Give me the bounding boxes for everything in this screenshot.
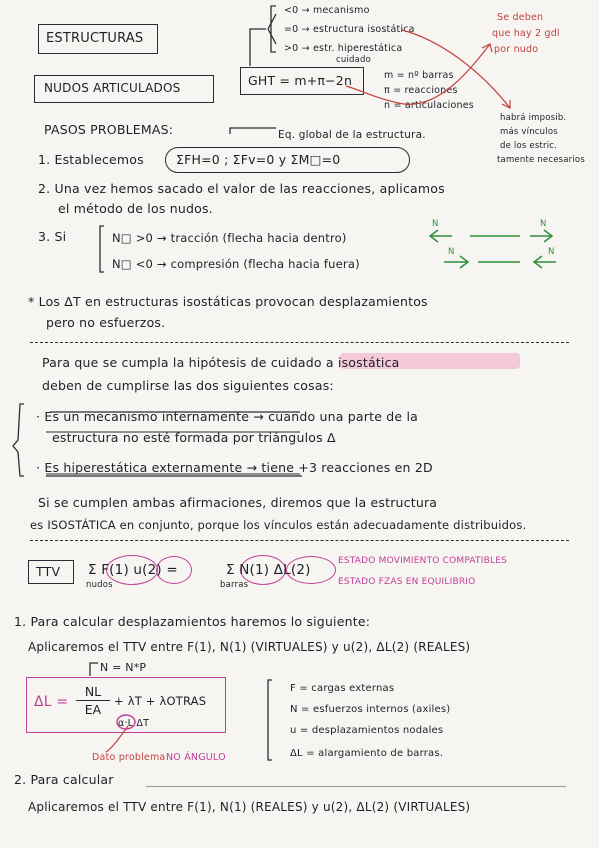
definition-joints: n = articulaciones xyxy=(384,100,474,111)
step-3-tension: N□ >0 → tracción (flecha hacia dentro) xyxy=(112,231,347,245)
thermal-term: α·L·ΔT xyxy=(118,718,150,729)
gh-formula: GHT = m+π−2n xyxy=(248,73,353,88)
step-3-prefix: 3. Si xyxy=(38,229,67,244)
red-note-1-line-3: por nudo xyxy=(494,44,539,55)
legend-displacements: u = desplazamientos nodales xyxy=(290,725,444,736)
red-note-1-line-1: Se deben xyxy=(497,12,544,23)
step-3-compression: N□ <0 → compresión (flecha hacia fuera) xyxy=(112,257,360,271)
calc-second: 2. Para calcular xyxy=(14,772,114,787)
conclusion-line-1: Si se cumplen ambas afirmaciones, diremos que la estructura xyxy=(38,495,438,510)
tension-arrow-label-right: N xyxy=(540,219,547,229)
ttv-formula-right: Σ N(1) ΔL(2) xyxy=(226,562,311,578)
legend-forces: F = cargas externas xyxy=(290,683,395,694)
definition-reactions: π = reacciones xyxy=(384,85,458,96)
mechanism-bullet-line-1: · Es un mecanismo internamente → cuando una parte de la xyxy=(36,409,418,424)
isostatic-intro-line-2: deben de cumplirse las dos siguientes cosas: xyxy=(42,378,334,393)
legend-elongation: ΔL = alargamiento de barras. xyxy=(290,748,444,759)
hyperstatic-bullet: · Es hiperestática externamente → tiene +3 reacciones en 2D xyxy=(36,460,433,475)
estado-movement: ESTADO MOVIMIENTO COMPATIBLES xyxy=(338,556,507,566)
cases-note: cuidado xyxy=(336,55,372,65)
ttv-label: TTV xyxy=(36,564,61,579)
ttv-formula-right-subscript: barras xyxy=(220,580,249,590)
no-angle-warning: NO ÁNGULO xyxy=(166,752,226,763)
equilibrium-equations: ΣFH=0 ; ΣFv=0 y ΣM□=0 xyxy=(176,152,341,167)
data-problem-warning: Dato problema xyxy=(92,752,166,763)
steps-heading: PASOS PROBLEMAS: xyxy=(44,122,174,137)
step-1: 1. Establecemos xyxy=(38,152,144,167)
legend-axial: N = esfuerzos internos (axiles) xyxy=(290,704,451,715)
note-2-line-2: más vínculos xyxy=(500,127,558,137)
dt-note-line-2: pero no esfuerzos. xyxy=(46,315,166,330)
case-isostatic: =0 → estructura isostática xyxy=(284,24,415,35)
ttv-formula-left: Σ F(1) u(2) = xyxy=(88,562,178,578)
compression-arrow-label-left: N xyxy=(448,247,455,257)
delta-l-denominator: EA xyxy=(84,702,102,717)
calc-displacements: 1. Para calcular desplazamientos haremos lo siguiente: xyxy=(14,614,371,629)
step-2-line-2: el método de los nudos. xyxy=(58,201,213,216)
axial-n-note: N = N*P xyxy=(100,661,147,674)
apply-ttv-2: Aplicaremos el TTV entre F(1), N(1) (REALES) y u(2), ΔL(2) (VIRTUALES) xyxy=(28,800,471,814)
step-2-line-1: 2. Una vez hemos sacado el valor de las reacciones, aplicamos xyxy=(38,181,445,196)
red-note-1-line-2: que hay 2 gdl xyxy=(492,28,560,39)
compression-arrow-label-right: N xyxy=(548,247,555,257)
delta-l-numerator: NL xyxy=(84,684,102,699)
dt-note-line-1: * Los ΔT en estructuras isostáticas provocan desplazamientos xyxy=(28,294,428,309)
case-mechanism: <0 → mecanismo xyxy=(284,5,370,16)
eq-global-note: Eq. global de la estructura. xyxy=(278,129,426,141)
page-subtitle: NUDOS ARTICULADOS xyxy=(44,81,181,95)
page-title: ESTRUCTURAS xyxy=(46,31,144,46)
note-2-line-4: tamente necesarios xyxy=(497,155,585,165)
definition-bars: m = nº barras xyxy=(384,70,454,81)
delta-l-prefix: ΔL = xyxy=(34,694,69,710)
tension-arrow-label-left: N xyxy=(432,219,439,229)
delta-l-rest: + λT + λOTRAS xyxy=(114,694,207,708)
estado-forces: ESTADO FZAS EN EQUILIBRIO xyxy=(338,577,476,587)
note-2-line-1: habrá imposib. xyxy=(500,113,567,123)
case-hyperstatic: >0 → estr. hiperestática xyxy=(284,43,403,54)
note-2-line-3: de los estric. xyxy=(500,141,558,151)
mechanism-bullet-line-2: estructura no esté formada por triángulos Δ xyxy=(52,430,336,445)
conclusion-line-2: es ISOSTÁTICA en conjunto, porque los vínculos están adecuadamente distribuidos. xyxy=(30,518,527,532)
isostatic-intro-line-1: Para que se cumpla la hipótesis de cuidado a isostática xyxy=(42,355,400,370)
ttv-formula-left-subscript: nudos xyxy=(86,580,113,590)
apply-ttv-1: Aplicaremos el TTV entre F(1), N(1) (VIRTUALES) y u(2), ΔL(2) (REALES) xyxy=(28,640,471,654)
